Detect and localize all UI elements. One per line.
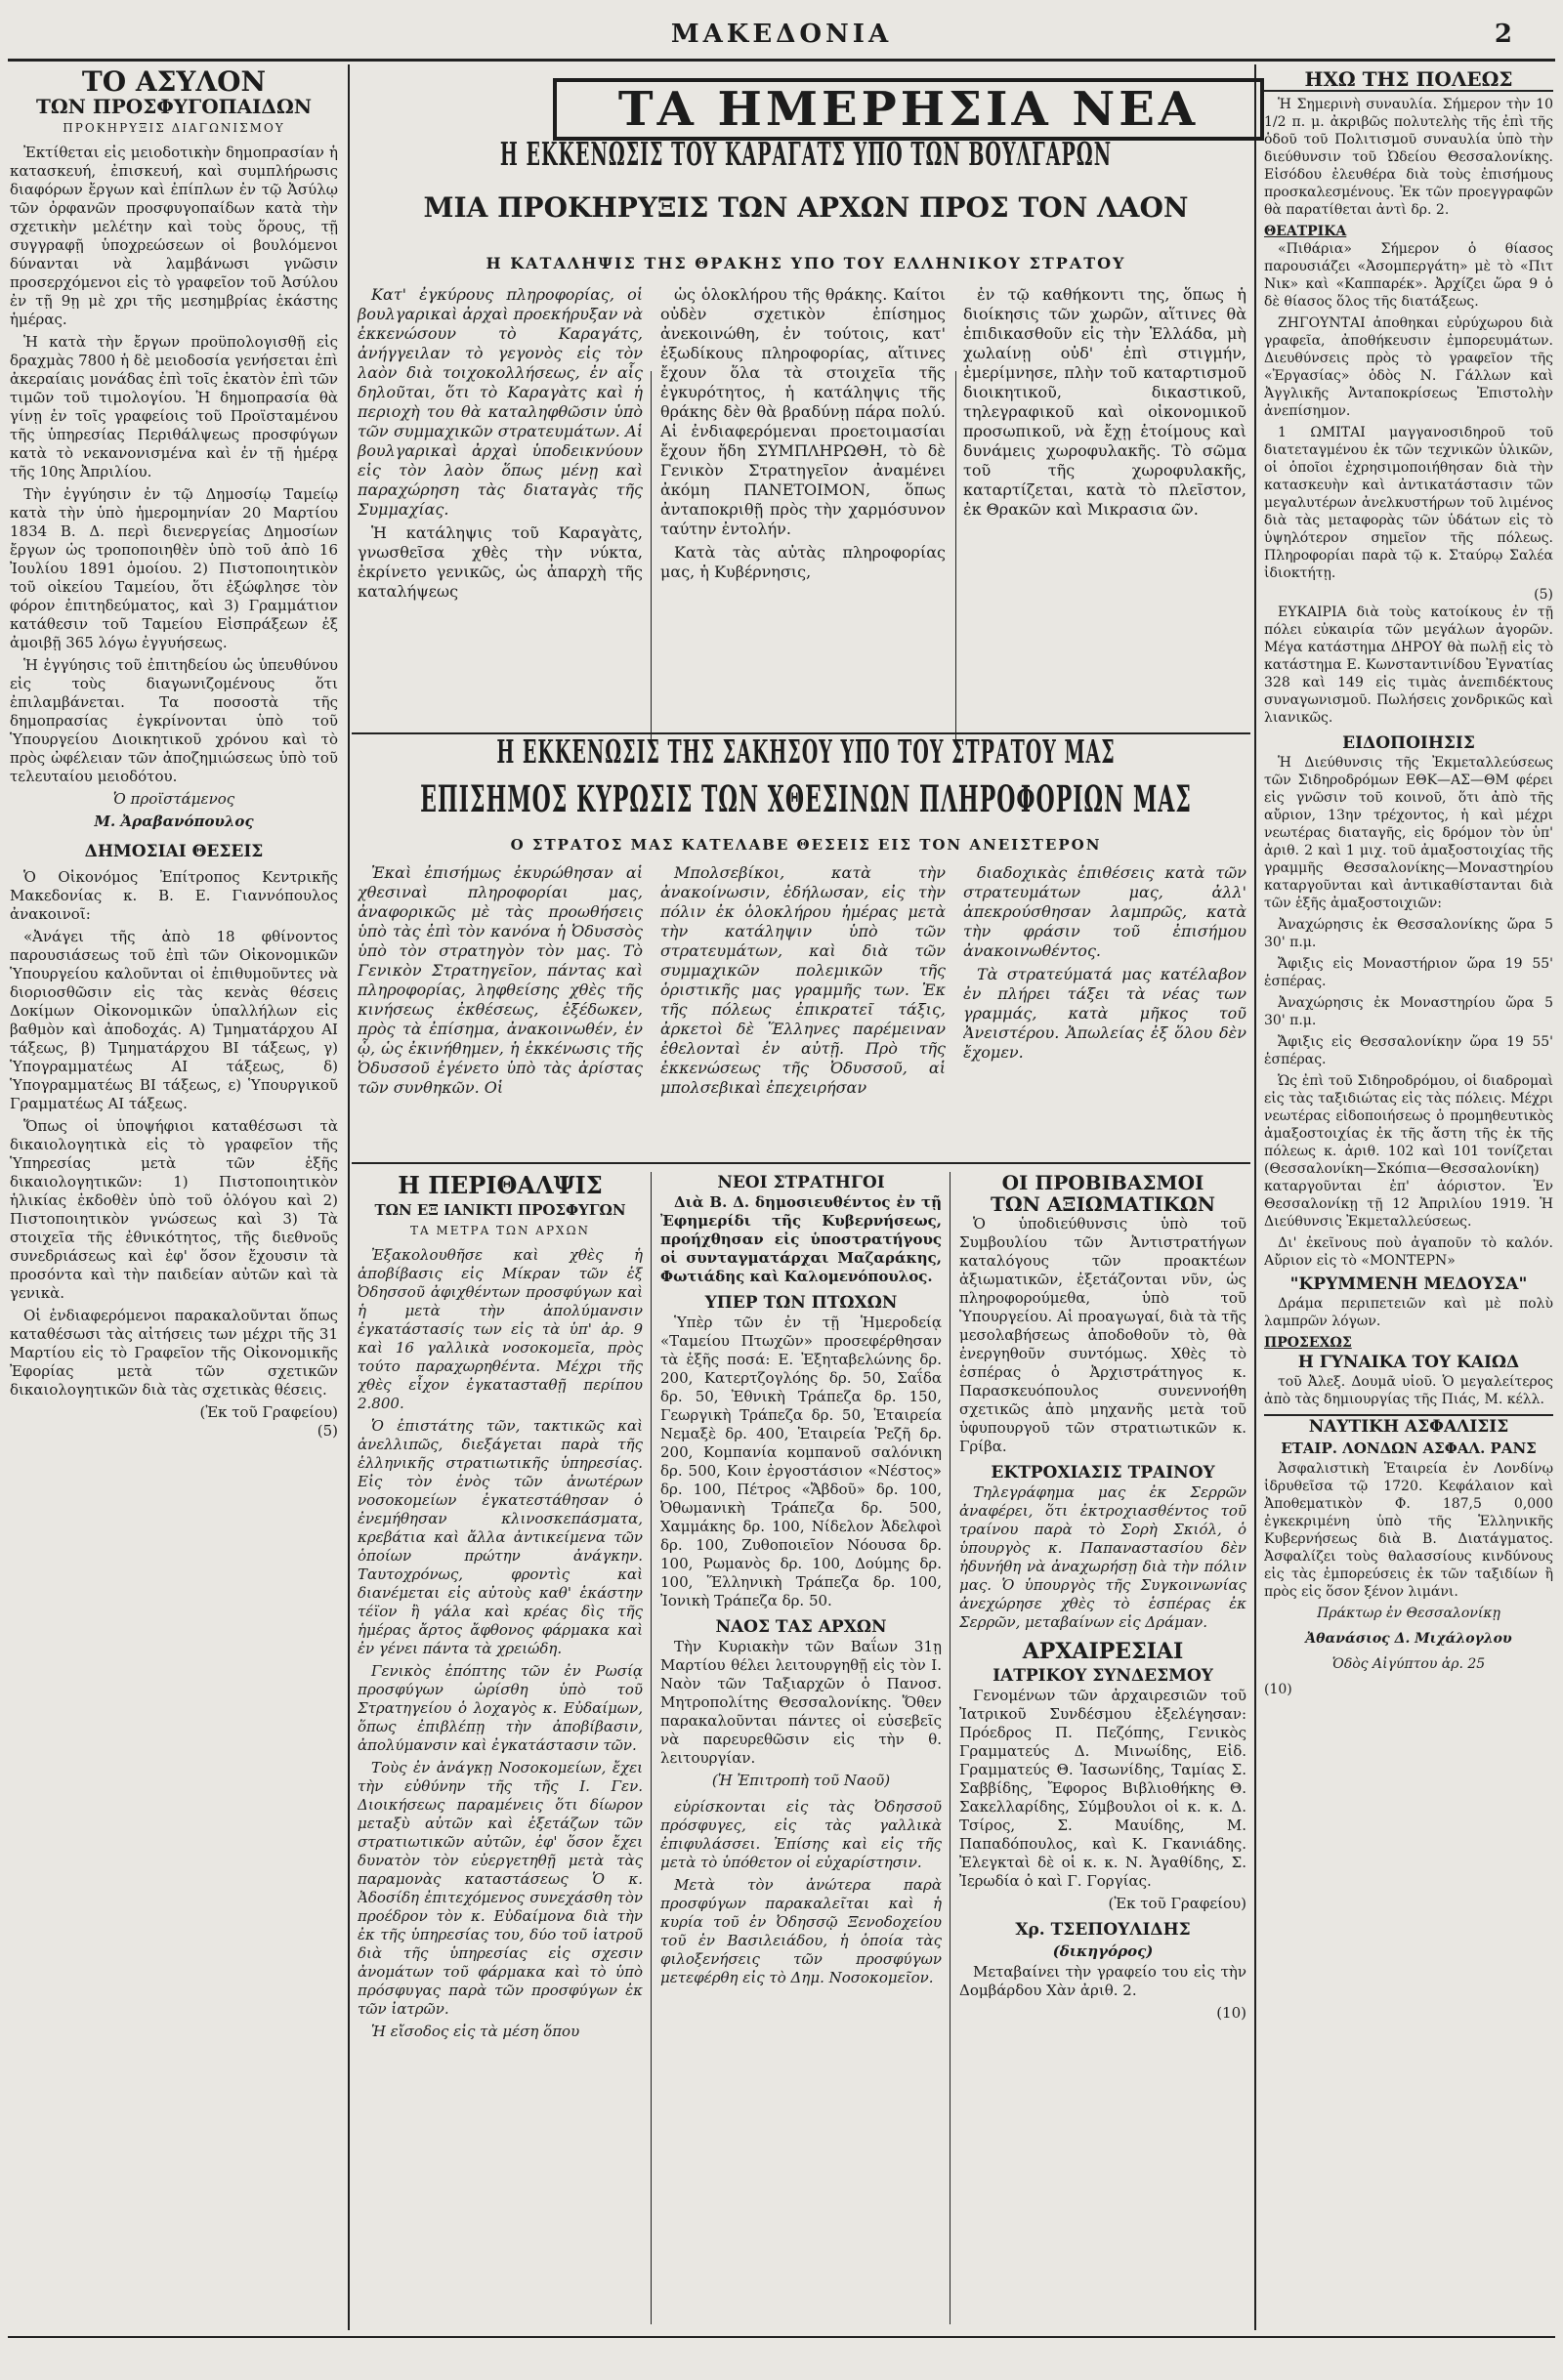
refugees-headline: Η ΠΕΡΙΘΑΛΨΙΣ [398,1172,603,1199]
derailment-para: Τηλεγράφημα μας ἐκ Σερρῶν ἀναφέρει, ὅτι ἐκτροχιασθέντος τοῦ τραίνου παρὰ τὸ Σορὴ Σκιόλ, ὁ ὑπουργὸς κ. Παπαναστασίου δὲν ἠδυνήθη νὰ ἀναχωρήσῃ διὰ τὴν πόλιν μας. Ὁ ὑπουργὸς τῆς Συγκοινωνίας ἀνεχώρησε χθὲς τὸ ἑσπέρας ἐκ Σερρῶν, μεταβαίνων εἰς Δράμαν. [959,1483,1246,1631]
for-the-poor-headline: ΥΠΕΡ ΤΩΝ ΠΤΩΧΩΝ [704,1293,898,1313]
insurance-headline: ΝΑΥΤΙΚΗ ΑΣΦΑΛΙΣΙΣ [1264,1414,1553,1438]
church-headline: ΝΑΟΣ ΤΑΣ ΑΡΧΩΝ [715,1617,887,1637]
insurance-agent-address: Ὁδὸς Αἰγύπτου ἀρ. 25 [1331,1656,1486,1672]
odessa-headline-text: Η ΕΚΚΕΝΩΣΙΣ ΤΗΣ ΣΑΚΗΣΟΥ ΥΠΟ ΤΟΥ ΣΤΡΑΤΟΥ ΜΑΣ [496,734,1116,772]
middle-column [660,1172,942,2332]
public-jobs-headline: ΔΗΜΟΣΙΑΙ ΘΕΣΕΙΣ [84,842,264,861]
karagats-headline [371,137,1241,174]
odessa-col-1-para: Ἐκαὶ ἐπισήμως ἐκυρώθησαν αἱ χθεσιναὶ πληροφορίαι μας, ἀναφορικῶς μὲ τὰς προωθήσεις ὑπὸ τὰς ἐπὶ τὸν κανόνα ἡ Ὀδυσσὸς ὑπὸ τὸν στρατηγὸν τὸν μας. Τὸ Γενικὸν Στρατηγεῖον, πάντας καὶ πληροφορίας, ληφθείσης χθὲς τῆς κινήσεως ἐκθέσεως, ἐξέδωκεν, πρὸς τὰ ἐπίσημα, ἀνακοινωθέν, ἐν ᾧ, ὡς ἐκινήθημεν, ἡ ἐκκένωσις τῆς Ὀδυσσοῦ ἐγένετο ὑπὸ τὰς ἀρίστας τῶν συνθηκῶν. Οἱ [358,863,643,1097]
page-number: 2 [1494,20,1512,49]
odessa-col-3-para-b: Τὰ στρατεύματά μας κατέλαβον ἐν πλήρει τάξει τὰ νέας των γραμμάς, κατὰ μῆκος τοῦ Ἀνειστέρου. Ἀπωλείας ἐξ ὅλου δὲν ἔχομεν. [963,965,1246,1062]
lawyer-ad-number: (10) [1216,2004,1246,2022]
refugees-subhead: ΤΑ ΜΕΤΡΑ ΤΩΝ ΑΡΧΩΝ [409,1224,591,1237]
news-col-2-para: ὡς ὁλοκλήρου τῆς θράκης. Καίτοι οὐδὲν σχετικὸν ἐπίσημος ἀνεκοινώθη, ἐν τούτοις, κατ' ἐξωδίκους πληροφορίας, αἵτινες ἔχουν ὅλα τὰ στοιχεῖα τῆς ἐγκυρότητος, ἡ κατάληψις τῆς θράκης δὲν θὰ βραδύνῃ πάρα πολύ. Αἱ ἐνδιαφερόμεναι προετοιμασίαι ἔχουν ἤδη ΣΥΜΠΛΗΡΩΘΗ, τὸ δὲ Γενικὸν Στρατηγεῖον ἀναμένει ἀκόμη ΠΑΝΕΤΟΙΜΟΝ, ὅπως ἀνταποκριθῇ πρὸς τὴν χαρμόσυνον ταύτην ἐντολήν. [660,285,946,538]
lawyer-ad-text: Μεταβαίνει τὴν γραφείο του εἰς τὴν Δομβάρδου Χὰν ἀριθ. 2. [959,1963,1246,1999]
film-title: "ΚΡΥΜΜΕΝΗ ΜΕΔΟΥΣΑ" [1289,1274,1528,1294]
odessa-col-1 [358,863,643,1156]
bottom-rule [8,2336,1555,2338]
news-col-1-para: Κατ' ἐγκύρους πληροφορίας, οἱ βουλγαρικαὶ ἀρχαὶ προεκήρυξαν νὰ ἐκκενώσουν τὸ Καραγάτς, ἀνήγγειλαν τὸ γεγονὸς εἰς τὸν λαὸν διὰ τοιχοκολλήσεως, ἐν αἷς δηλοῦται, ὅτι τὸ Καραγὰτς καὶ ἡ περιοχὴ του θὰ καταληφθῶσιν ὑπὸ τῶν συμμαχικῶν στρατευμάτων. Αἱ βουλγαρικαὶ ἀρχαὶ ὑποδεικνύουν εἰς τὸν λαὸν ὅπως μένῃ καὶ παραχώρηση τὰς διαταγὰς τῆς Συμμαχίας. [358,285,643,519]
refugees-column [358,1172,643,2332]
asylum-subhead: ΠΡΟΚΗΡΥΞΙΣ ΔΙΑΓΩΝΙΣΜΟΥ [63,121,285,135]
for-the-poor-para: Ὑπὲρ τῶν ἐν τῇ Ἡμεροδείᾳ «Ταμείου Πτωχῶν» προσεφέρθησαν τὰ ἑξῆς ποσά: Ε. Ἐξηταβελώνης δρ. 200, Κατερτζογλόης δρ. 50, Σαΐδα δρ. 50, Ἐθνικὴ Τράπεζα δρ. 150, Γεωργικὴ Τράπεζα δρ. 50, Ἑταιρεία Νεμαξὲ δρ. 400, Ἑταιρεία Ῥεζῆ δρ. 200, Κομπανία κομπανοῦ σαλόνικη δρ. 500, Κοιν ἐργοστάσιον «Νέστος» δρ. 100, Πέτρος «Ἄβδοῦ» δρ. 100, Ὀθωμανικὴ Τράπεζα δρ. 500, Χαμμάκης δρ. 100, Νίδελον Ἀδελφοὶ δρ. 100, Ζυθοποιεῖον Νόουσα δρ. 100, Ρωμανὸς δρ. 100, Δούμης δρ. 100, Ἕλληνικὴ Τράπεζα δρ. 100, Ἰονικὴ Τράπεζα δρ. 50. [660,1314,942,1609]
theatre-para-b: ΖΗΓΟΥΝΤΑΙ ἀποθηκαι εὐρύχωρου διὰ γραφεῖα, ἀποθήκευσιν ἐμπορευμάτων. Διευθύνσεις πρὸς τὸ γραφεῖον τῆς «Ἐργασίας» ὁδὸς Ν. Γάλλων καὶ Ἀγγλικῆς Ἀνταποκρίσεως Ἐπιστολὴν ἀνεπίσημον. [1264,315,1553,419]
odessa-col-3 [963,863,1246,1156]
opportunity-ad: ΕΥΚΑΙΡΙΑ διὰ τοὺς κατοίκους ἐν τῇ πόλει εὐκαιρία τῶν μεγάλων ἀγορῶν. Μέγα κατάστημα ΔΗΡΟΥ θὰ πωλῇ εἰς τὸ κατάστημα Ε. Κωνσταντινίδου Ἐγνατίας 328 καὶ 149 εἰς τιμὰς ἀνεπιδέκτους συναγωνισμοῦ. Πωλήσεις χονδρικῶς καὶ λιανικῶς. [1264,605,1553,726]
news-col-1-para-b: Ἡ κατάληψις τοῦ Καραγὰτς, γνωσθεῖσα χθὲς τὴν νύκτα, ἐκρίνετο γενικῶς, ὡς ἀπαρχὴ τῆς καταλήψεως [358,523,643,601]
jobs-para-3: Ὅπως οἱ ὑποψήφιοι καταθέσωσι τὰ δικαιολογητικὰ εἰς τὸ γραφεῖον τῆς Ὑπηρεσίας μετὰ τῶν ἑξῆς δικαιολογητικῶν: 1) Πιστοποιητικὸν ἡλικίας ἐκδοθὲν ὑπὸ τοῦ ὁλόγου καὶ 2) Πιστοποιητικὸν γνώσεως καὶ 3) Τὰ στοιχεῖα τῆς ἐθνικότητος, τῆς διεθνοῦς συνεδριάσεως καὶ ἐφ' ὅσον ἔχουσιν τὰ προσόντα καὶ τὴν παιδείαν αὐτῶν καὶ τὰ γενικὰ. [10,1117,338,1302]
news-col-3-para: ἐν τῷ καθήκοντι της, ὅπως ἡ διοίκησις τῶν χωρῶν, αἵτινες θὰ ἐπιδικασθοῦν εἰς τὴν Ἑλλάδα, μὴ χωλαίνῃ οὐδ' ἐπὶ στιγμήν, ἐμερίμνησε, πλὴν τοῦ καταρτισμοῦ διοικητικοῦ, δικαστικοῦ, τηλεγραφικοῦ καὶ οἰκονομικοῦ προσωπικοῦ, νὰ ἔχῃ ἑτοίμους καὶ δυνάμεις χωροφυλακῆς. Τὸ σῶμα τοῦ τῆς χωροφυλακῆς, καταρτίζεται, κατὰ τὸ πλεῖστον, ἐκ Θρακῶν καὶ Μικρασια ῶν. [963,285,1246,519]
col-rule-3 [651,371,652,742]
promotions-para: Ὁ ὑποδιεύθυνσις ὑπὸ τοῦ Συμβουλίου τῶν Ἀντιστρατήγων καταλόγους τῶν προακτέων ἀξιωματικῶν, ἐξετάζονται νῦν, ὡς πληροφορούμεθα, ὑπὸ τοῦ Ὑπουργείου. Αἱ προαγωγαί, διὰ τὰ τῆς μεσολαβήσεως ἀποδοθοῦν τὸ, θὰ ἐνεργηθοῦν συντόμως. Χθὲς τὸ ἑσπέρας ὁ Ἀρχιστράτηγος κ. Παρασκευόπουλος συνεννοήθη σχετικῶς ἀπὸ μηχανῆς μετὰ τοῦ ὑφυπουργοῦ τῶν στρατιωτικῶν κ. Γρίβα. [959,1215,1246,1455]
refugees-para-3: Γενικὸς ἐπόπτης τῶν ἐν Ρωσίᾳ προσφύγων ὡρίσθη ὑπὸ τοῦ Στρατηγείου ὁ λοχαγὸς κ. Εὐδαίμων, ὅπως ἐπιβλέπῃ τὴν ἀποβίβασιν, ἀπολύμανσιν καὶ ἐγκατάστασιν τῶν. [358,1662,643,1754]
karagats-headline-text: Η ΕΚΚΕΝΩΣΙΣ ΤΟΥ ΚΑΡΑΓΑΤΣ ΥΠΟ ΤΩΝ ΒΟΥΛΓΑΡΩΝ [499,137,1113,174]
left-column [10,68,338,2334]
derailment-headline: ΕΚΤΡΟΧΙΑΣΙΣ ΤΡΑΙΝΟΥ [991,1463,1215,1482]
proclamation-headline-text: ΜΙΑ ΠΡΟΚΗΡΥΞΙΣ ΤΩΝ ΑΡΧΩΝ ΠΡΟΣ ΤΟΝ ΛΑΟΝ [423,191,1189,224]
news-col-1 [358,285,643,727]
proclamation-headline [361,191,1250,224]
asylum-para-2: Ἡ κατὰ τὴν ἔργων προϋπολογισθῇ εἰς δραχμὰς 7800 ἡ δὲ μειοδοσία γενήσεται ἐπὶ ἀκεραίαις μονάδας ἐπὶ τοῖς ἑκατὸν ἐπὶ τῶν τιμῶν τοῦ τιμολογίου. Ἡ δημοπρασία θὰ γίνῃ ἐν τοῖς γραφείοις τοῦ Προϊσταμένου τῆς ὑπηρεσίας Περιθάλψεως προσφύγων κατὰ τὸ νεκανονισμένα καὶ ἐν τῇ ἡμέρᾳ τῆς 10ης Ἀπριλίου. [10,333,338,480]
insurance-agent-name: Ἀθανάσιος Δ. Μιχάλογλου [1305,1631,1512,1647]
odessa-headline [361,734,1250,772]
col-rule-4 [955,371,956,742]
asylum-para-1: Ἐκτίθεται εἰς μειοδοτικὴν δημοπρασίαν ἡ κατασκευή, ἐπισκευή, καὶ συμπλήρωσις διαφόρων ἔργων καὶ ἐπίπλων ἐν τῷ Ἀσύλῳ τῶν ὀρφανῶν προσφυγοπαίδων κατὰ τὴν σχετικὴν μελέτην καὶ τοὺς ὅρους, τῇ συγγραφῇ ὑποχρεώσεων οἱ βουλόμενοι δύνανται νὰ λαμβάνωσι γνῶσιν προσερχόμενοι εἰς τὸ γραφεῖον τοῦ Ἀσύλου ἐν τῇ 9ῃ μὲ χρι τῆς μεσημβρίας ἑκάστης ἡμέρας. [10,144,338,328]
lawyer-role: (δικηγόρος) [1052,1942,1154,1960]
signer-role: Ὁ προϊστάμενος [112,790,235,808]
refugees-para-1: Ἐξακολουθῆσε καὶ χθὲς ἡ ἀποβίβασις εἰς Μίκραν τῶν ἐξ Ὀδησσοῦ ἀφιχθέντων προσφύγων καὶ ἡ μετὰ τὴν ἀπολύμανσιν ἐγκατάστασίς των εἰς τὰ ὑπ' ἀρ. 9 καὶ 16 γαλλικὰ νοσοκομεῖα, πρὸς τούτο παραχωρηθέντα. Μέχρι τῆς χθὲς εἶχον ἐγκατασταθῇ περίπου 2.800. [358,1246,643,1412]
theatre-para: «Πιθάρια» Σήμερον ὁ θίασος παρουσιάζει «Ἀσομπεργάτη» μὲ τὸ «Πιτ Νικ» καὶ «Καππαρέκ». Ἀρχίζει ὥρα 9 ὁ δὲ θίασος ὅλος τῆς διατάξεως. [1264,241,1553,310]
jobs-para-1: Ὁ Οἰκονόμος Ἐπίτροπος Κεντρικῆς Μακεδονίας κ. Β. Ε. Γιαννόπουλος ἀνακοινοῖ: [10,868,338,923]
elections-headline-2: ΙΑΤΡΙΚΟΥ ΣΥΝΔΕΣΜΟΥ [993,1666,1213,1686]
manganese-ad: 1 ΩΜΙΤΑΙ μαγγανοσιδηροῦ τοῦ διατεταγμένου ἐκ τῶν τεχνικῶν ὑλικῶν, οἱ ὁποῖοι ἐχρησιμοποιήθησαν διὰ τὴν κατασκευὴν καὶ ἀντικατάστασιν τῶν μεγαλυτέρων ἀνελκυστήρων τοῦ λιμένος διὰ τὰς μεταφορὰς τῶν ὑδάτων εἰς τὸ ὑψηλότερον σημεῖον τῆς πόλεως. Πληροφορίαι παρὰ τῷ κ. Σταύρῳ Σαλέα ἰδιοκτήτῃ. [1264,425,1553,581]
news-col-2 [660,285,946,727]
church-para: Τὴν Κυριακὴν τῶν Βαΐων 31ῃ Μαρτίου θέλει λειτουργηθῇ εἰς τὸν Ι. Ναὸν τῶν Ταξιαρχῶν ὁ Πανοσ. Μητροπολίτης Θεσσαλονίκης. Ὅθεν παρακαλοῦνται πάντες οἱ εὐσεβεῖς νὰ παρευρεθῶσιν εἰς τὴν θ. λειτουργίαν. [660,1638,942,1767]
jobs-closing-number: (5) [317,1422,338,1440]
col-rule-2 [1254,64,1256,2330]
notice-train-3: Ἀναχώρησις ἐκ Μοναστηρίου ὥρα 5 30' π.μ. [1264,995,1553,1028]
notice-train-1: Ἀναχώρησις ἐκ Θεσσαλονίκης ὥρα 5 30' π.μ. [1264,917,1553,950]
banner-title: ΤΑ ΗΜΕΡΗΣΙΑ ΝΕΑ [617,82,1200,137]
modern-cinema-ad: Δι' ἐκεῖνους ποὺ ἀγαποῦν τὸ καλόν. Αὔριον εἰς τὸ «ΜΟΝΤΕΡΝ» [1264,1235,1553,1269]
church-signature: (Ἡ Ἐπιτροπὴ τοῦ Ναοῦ) [711,1772,891,1789]
new-generals-para: Διὰ Β. Δ. δημοσιευθέντος ἐν τῇ Ἐφημερίδι τῆς Κυβερνήσεως, προήχθησαν εἰς ὑποστρατήγους οἱ συνταγματάρχαι Μαζαράκης, Φωτιάδης καὶ Καλομενόπουλος. [660,1193,942,1285]
jobs-closing: (Ἐκ τοῦ Γραφείου) [199,1403,338,1421]
theatre-headline: ΘΕΑΤΡΙΚΑ [1264,224,1347,239]
refugees-para-4: Τοὺς ἐν ἀνάγκῃ Νοσοκομείων, ἔχει τὴν εὐθύνην τῆς τῆς Ι. Γεν. Διοικήσεως παραμένεις ὅτι δίωρον μεταξὺ αὐτῶν καὶ ἐξετάζων τῶν στρατιωτικῶν αὐτῶν, ἐφ' ὅσον ἔχει δυνατὸν τὸν εὐεργετηθῇ μετὰ τὰς παραμονὰς καταστάσεως Ὁ κ. Ἀδοσίδη ἐπιτεχόμενος συνεχάσθη τὸν προέδρον τὸν κ. Εὐδαίμονα διὰ τὴν ἐκ τῆς ὑπηρεσίας του, δύο τοῦ ἰατροῦ διὰ τῆς ὑπηρεσίας εἰς σχεσιν ἀνομάτων τοῦ φάρμακα καὶ τὸ ὑπὸ πρόσφυγας παρὰ τῶν προσφύγων ἐκ τῶν ἰατρῶν. [358,1759,643,2018]
refugees-tail: Ἡ εἴσοδος εἰς τὰ μέση ὅπου [371,2023,580,2040]
elections-signature: (Ἐκ τοῦ Γραφείου) [1108,1895,1246,1912]
middle-para-4: εὑρίσκονται εἰς τὰς Ὀδησσοῦ πρόσφυγες, εἰς τὰς γαλλικὰ ἐπιφυλάσσει. Ἐπίσης καὶ εἰς τῆς μετὰ τὸ ὑπόθετον οἱ εὐχαρίστησιν. [660,1798,942,1871]
asylum-headline-2: ΤΩΝ ΠΡΟΣΦΥΓΟΠΑΙΔΩΝ [35,95,313,118]
middle-para-5: Μετὰ τὸν ἀνώτερα παρὰ προσφύγων παρακαλεῖται καὶ ἡ κυρία τοῦ ἐν Ὀδησσῷ Ξενοδοχείου τοῦ ἐν Βασιλειάδου, ἡ ὁποία τὰς φιλοξενήσεις τῶν προσφύγων μετεφέρθη εἰς τὸ Δημ. Νοσοκομεῖον. [660,1876,942,1986]
thrace-headline [361,254,1250,272]
notice-para-2: Ὡς ἐπὶ τοῦ Σιδηροδρόμου, οἱ διαδρομαὶ εἰς τὰς ταξιδιώτας εἰς τὰς πόλεις. Μέχρι νεωτέρας εἰδοποιήσεως ὁ προμηθευτικὸς ἀμαξοστοιχίας ἐκ τῆς ἄστη τῆς ἐκ τῆς πόλεως κ. ἀριθ. 102 καὶ 101 τονίζεται (Θεσσαλονίκη—Σκόπια—Θεσσαλονίκη) καταργοῦνται ἐπ' ἀόριστον. Ἐν Θεσσαλονίκῃ τῇ 12 Ἀπριλίου 1919. Ἡ Διεύθυνσις Ἐκμεταλλεύσεως. [1264,1073,1553,1230]
masthead [0,6,1563,57]
promotions-headline-2: ΤΩΝ ΑΞΙΩΜΑΤΙΚΩΝ [990,1192,1216,1216]
lawyer-name: Χρ. ΤΣΕΠΟΥΛΙΔΗΣ [1015,1920,1191,1940]
new-generals-headline: ΝΕΟΙ ΣΤΡΑΤΗΓΟΙ [717,1173,885,1192]
asylum-headline: ΤΟ ΑΣΥΛΟΝ [81,68,267,98]
elections-para: Γενομένων τῶν ἀρχαιρεσιῶν τοῦ Ἰατρικοῦ Συνδέσμου ἐξελέγησαν: Πρόεδρος Π. Πεζόπης, Γενικὸς Γραμματεύς Δ. Μινωίδης, Εἰδ. Γραμματεύς Θ. Ἰασωνίδης, Ταμίας Σ. Σαββίδης, Ἔφορος Βιβλιοθήκης Θ. Σακελλαρίδης, Σύμβουλοι οἱ κ. κ. Δ. Τσίρος, Σ. Μαυίδης, Μ. Παπαδόπουλος, καὶ Κ. Γκανιάδης. Ἐλεγκταὶ δὲ οἱ κ. κ. Ν. Ἀγαθίδης, Σ. Ἰερωδία ὁ καὶ Γ. Γοργίας. [959,1687,1246,1890]
city-echo-para: Ἡ Σημερινὴ συναυλία. Σήμερον τὴν 10 1/2 π. μ. ἀκριβῶς πολυτελὴς τῆς ἐπὶ τῆς ὁδοῦ τοῦ Πολιτισμοῦ συναυλία ὑπὸ τὴν διεύθυνσιν τοῦ Ὠδείου Θεσσαλονίκης. Εἰσόδου ἐλευθέρα διὰ τοὺς ἐπισήμους προσκαλεσμένους. Ἐκ τῶν προεγγραφῶν θὰ παρατίθεται ἀντὶ δρ. 2. [1264,97,1553,218]
promotions-column [959,1172,1246,2332]
daily-news-banner [553,78,1264,141]
odessa-col-2 [660,863,946,1156]
coming-soon-para: τοῦ Ἀλεξ. Δουμᾶ υἱοῦ. Ὁ μεγαλείτερος ἀπὸ τὰς δημιουργίας τῆς Πιάς, Μ. κέλλ. [1264,1374,1553,1407]
elections-headline: ΑΡΧΑΙΡΕΣΙΑΙ [1022,1639,1184,1664]
insurance-para: Ἀσφαλιστικὴ Ἑταιρεία ἐν Λονδίνῳ ἱδρυθεῖσα τῷ 1720. Κεφάλαιον καὶ Ἀποθεματικὸν Φ. 187,5 0,000 ἐγκεκριμένη ὑπὸ τῆς Ἑλληνικῆς Κυβερνήσεως διὰ Β. Διατάγματος. Ἀσφαλίζει τοὺς θαλασσίους κινδύνους εἰς τὰς ἐμπορεύσεις ἐκ τῶν ταξιδίων ἢ πρὸς εἰς ὅσον ξένον λιμάνι. [1264,1461,1553,1600]
signer-name: Μ. Ἀραβανόπουλος [94,813,254,830]
dniester-headline [361,836,1250,854]
section-rule-2 [352,1162,1250,1164]
refugees-headline-2: ΤΩΝ ΕΞ ΙΑΝΙΚΤΙ ΠΡΟΣΦΥΓΩΝ [374,1201,626,1219]
paper-name: ΜΑΚΕΔΟΝΙΑ [670,20,893,49]
col-rule-5 [651,1172,652,2324]
manganese-ad-number: (5) [1534,587,1553,603]
odessa-col-2-para: Μπολσεβίκοι, κατὰ τὴν ἀνακοίνωσιν, ἐδήλωσαν, εἰς τὴν πόλιν ἐκ ὁλοκλήρου ἡμέρας μετὰ τὴν κατάληψιν ὑπὸ τῶν στρατευμάτων, καὶ διὰ τῶν συμμαχικῶν πολεμικῶν τῆς ὁριστικῆς μας γραμμῆς των. Ἐκ τῆς πόλεως ἐπικρατεῖ τάξις, ἀρκετοὶ δὲ Ἕλληνες παρέμειναν ἐθελονταὶ ἐν αὐτῇ. Πρὸ τῆς ἐκκενώσεως τῆς Ὀδυσσοῦ, αἱ μπολσεβικαὶ ἐπεχειρήσαν [660,863,946,1097]
news-col-2-para-b: Κατὰ τὰς αὐτὰς πληροφορίας μας, ἡ Κυβέρνησις, [660,543,946,581]
jobs-para-2: «Ἀνάγει τῆς ἀπὸ 18 φθίνοντος παρουσιάσεως τοῦ ἐπὶ τῶν Οἰκονομικῶν Ὑπουργείου καλοῦνται οἱ ἐπιθυμοῦντες νὰ διοριοσθῶσιν εἰς τὰς κενὰς θέσεις Δοκίμων Οἰκονομικῶν ὑπαλλήλων εἰς βαθμὸν καὶ ἀποδοχάς. Α) Τμηματάρχου ΑΙ τάξεως, β) Τμηματάρχου ΒΙ τάξεως, γ) Ὑπογραμματέως ΑΙ τάξεως, δ) Ὑπογραμματέως ΒΙ τάξεως, ε) Ὑπουργικοῦ Γραμματέως ΑΙ τάξεως. [10,928,338,1112]
notice-headline: ΕΙΔΟΠΟΙΗΣΙΣ [1342,733,1475,753]
promotions-headline: ΟΙ ΠΡΟΒΙΒΑΣΜΟΙ [1001,1172,1204,1194]
odessa-col-3-para: διαδοχικὰς ἐπιθέσεις κατὰ τῶν στρατευμάτων μας, ἀλλ' ἀπεκρούσθησαν λαμπρῶς, κατὰ τὴν φράσιν τοῦ ἐπισήμου ἀνακοινωθέντος. [963,863,1246,960]
refugees-para-2: Ὁ ἐπιστάτης τῶν, τακτικῶς καὶ ἀνελλιπῶς, διεξάγεται παρὰ τῆς ἑλληνικῆς στρατιωτικῆς ὑπηρεσίας. Εἰς τὸν ἑνὸς τῶν ἀνωτέρων νοσοκομείων ἐγκατεστάθησαν ὁ ἐνεμήθησαν κλινοσκεπάσματα, κρεβάτια καὶ ἄλλα ἀντικείμενα τῶν ὁποίων πρώτην ἀνάγκην. Ταυτοχρόνως, φροντὶς καὶ διανέμεται εἰς αὐτοὺς καθ' ἑκάστην τέϊον ἢ γάλα καὶ κρέας δὶς τῆς ἡμέρας ἄρτος ἄφθονος φάρμακα καὶ ἐν γένει πάντα τὰ χρειώδη. [358,1417,643,1657]
confirmation-headline-text: ΕΠΙΣΗΜΟΣ ΚΥΡΩΣΙΣ ΤΩΝ ΧΘΕΣΙΝΩΝ ΠΛΗΡΟΦΟΡΙΩΝ ΜΑΣ [420,777,1192,822]
thrace-headline-text: Η ΚΑΤΑΛΗΨΙΣ ΤΗΣ ΘΡΑΚΗΣ ΥΠΟ ΤΟΥ ΕΛΛΗΝΙΚΟΥ ΣΤΡΑΤΟΥ [486,254,1126,272]
insurance-ad-number: (10) [1264,1682,1292,1697]
asylum-para-3: Τὴν ἐγγύησιν ἐν τῷ Δημοσίῳ Ταμείῳ κατὰ τὴν ὑπὸ ἡμερομηνίαν 20 Μαρτίου 1834 Β. Δ. περὶ διενεργείας Δημοσίων ἔργων ὡς τροποποιηθὲν ὑπὸ τοῦ ἀπὸ 16 Ἰουλίου 1891 ὁμοίου. 2) Πιστοποιητικὸν τοῦ οἰκείου Ταμείου, ὅτι ἐξώφλησε τὸν φόρον ἐπιτηδεύματος, καὶ 3) Γραμμάτιον κατάθεσιν τοῦ Ταμείου Εἰσπράξεων ἐξ ἀμοιβῇ 365 λόγω ἐγγυήσεως. [10,485,338,651]
notice-para: Ἡ Διεύθυνσις τῆς Ἐκμεταλλεύσεως τῶν Σιδηροδρόμων ΕΘΚ—ΑΣ—ΘΜ φέρει εἰς γνῶσιν τοῦ κοινοῦ, ὅτι ἀπὸ τῆς αὔριον, 13ην τρέχοντος, ἡ καὶ μέχρι νεωτέρας διαταγῆς, εἰς δρόμον τὸν ὑπ' ἀριθ. 2 καὶ 1 μιχ. τοῦ ἀμαξοστοιχίας τῆς γραμμῆς Θεσσαλονίκης—Μοναστηρίου καταργοῦνται καὶ ἀντικαθίστανται διὰ τῶν ἑξῆς ἀμαξοστοιχιῶν: [1264,755,1553,911]
dniester-headline-text: Ο ΣΤΡΑΤΟΣ ΜΑΣ ΚΑΤΕΛΑΒΕ ΘΕΣΕΙΣ ΕΙΣ ΤΟΝ ΑΝΕΙΣΤΕΡΟΝ [510,836,1102,854]
news-col-3 [963,285,1246,727]
right-column [1264,68,1553,2332]
notice-train-4: Ἄφιξις εἰς Θεσσαλονίκην ὥρα 19 55' ἑσπέρας. [1264,1034,1553,1067]
notice-train-2: Ἄφιξις εἰς Μοναστήριον ὥρα 19 55' ἑσπέρας. [1264,956,1553,989]
masthead-rule [8,59,1555,62]
insurance-agent-label: Πράκτωρ ἐν Θεσσαλονίκῃ [1317,1606,1500,1621]
coming-soon-title: Η ΓΥΝΑΙΚΑ ΤΟΥ ΚΑΙΩΔ [1297,1353,1520,1372]
jobs-para-4: Οἱ ἐνδιαφερόμενοι παρακαλοῦνται ὅπως καταθέσωσι τὰς αἰτήσεις των μέχρι τῆς 31 Μαρτίου εἰς τὸ Γραφεῖον τῆς Οἰκονομικῆς Ἐφορίας μετὰ τῶν σχετικῶν δικαιολογητικῶν διὰ τὰς σχετικὰς θέσεις. [10,1307,338,1399]
confirmation-headline [361,777,1250,822]
col-rule-1 [348,64,350,2330]
asylum-para-4: Ἡ ἐγγύησις τοῦ ἐπιτηδείου ὡς ὑπευθύνου εἰς τοὺς διαγωνιζομένους ὅτι ἐπιλαμβάνεται. Τα ποσοστὰ τῆς δημοπρασίας ἐγκρίνονται ὑπὸ τοῦ Ὑπουργείου Διοικητικοῦ χρόνου καὶ τὸ πρὸς ὠφέλειαν τῶν ἀποζημιώσεως ὑπὸ τοῦ τελευταίου μειοδότου. [10,656,338,785]
city-echo-headline: ΗΧΩ ΤΗΣ ΠΟΛΕΩΣ [1264,68,1553,92]
film-description: Δράμα περιπετειῶν καὶ μὲ πολὺ λαμπρῶν λόγων. [1264,1296,1553,1329]
coming-soon-headline: ΠΡΟΣΕΧΩΣ [1264,1335,1352,1351]
insurance-headline-2: ΕΤΑΙΡ. ΛΟΝΔΩΝ ΑΣΦΑΛ. ΡΑΝΣ [1281,1440,1537,1457]
